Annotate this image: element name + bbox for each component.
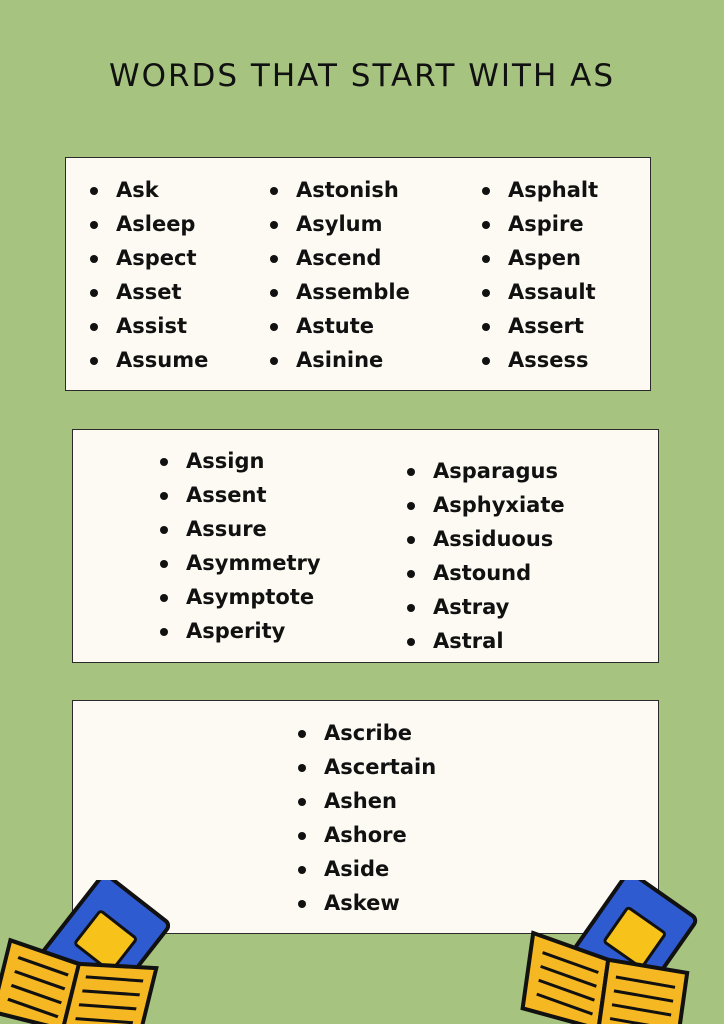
list-item: Assess (480, 343, 598, 377)
list-item: Assault (480, 275, 598, 309)
list-item: Assert (480, 309, 598, 343)
page-title: WORDS THAT START WITH AS (108, 58, 616, 94)
list-item: Astute (268, 309, 410, 343)
list-item: Astray (405, 590, 565, 624)
list-item: Assume (88, 343, 208, 377)
word-card-2 (72, 429, 659, 663)
word-list (480, 173, 598, 377)
list-item: Aspen (480, 241, 598, 275)
list-item: Assist (88, 309, 208, 343)
list-item: Aspire (480, 207, 598, 241)
list-item: Ascribe (296, 716, 436, 750)
list-item: Asymmetry (158, 546, 321, 580)
list-item: Asinine (268, 343, 410, 377)
list-item: Ashen (296, 784, 436, 818)
word-list (405, 454, 565, 658)
list-item: Asymptote (158, 580, 321, 614)
list-item: Assure (158, 512, 321, 546)
word-list (268, 173, 410, 377)
list-item: Asparagus (405, 454, 565, 488)
word-list (158, 444, 321, 648)
list-item: Asphyxiate (405, 488, 565, 522)
list-item: Assent (158, 478, 321, 512)
list-item: Assemble (268, 275, 410, 309)
list-item: Assign (158, 444, 321, 478)
list-item: Astound (405, 556, 565, 590)
list-item: Asperity (158, 614, 321, 648)
list-item: Ascertain (296, 750, 436, 784)
books-right-icon (508, 880, 724, 1024)
books-left-icon (0, 880, 170, 1024)
list-item: Askew (296, 886, 436, 920)
word-list (296, 716, 436, 920)
list-item: Asset (88, 275, 208, 309)
list-item: Asleep (88, 207, 208, 241)
list-item: Ascend (268, 241, 410, 275)
word-card-1 (65, 157, 651, 391)
list-item: Ashore (296, 818, 436, 852)
list-item: Aspect (88, 241, 208, 275)
word-list (88, 173, 208, 377)
list-item: Aside (296, 852, 436, 886)
list-item: Asphalt (480, 173, 598, 207)
list-item: Ask (88, 173, 208, 207)
list-item: Asylum (268, 207, 410, 241)
list-item: Astral (405, 624, 565, 658)
list-item: Astonish (268, 173, 410, 207)
list-item: Assiduous (405, 522, 565, 556)
